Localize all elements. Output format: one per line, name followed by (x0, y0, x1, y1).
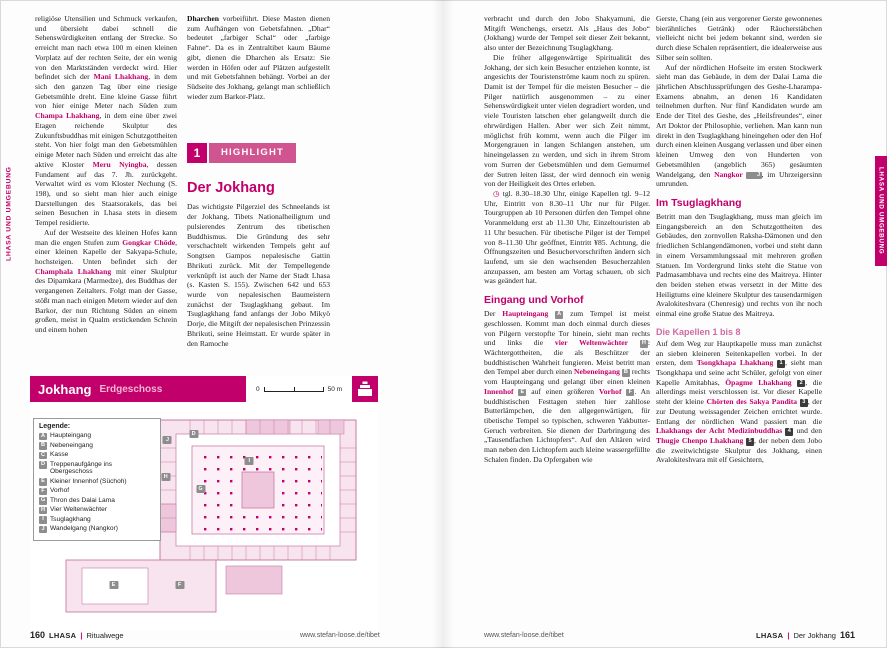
left-col2-intro (187, 14, 330, 101)
subheading-eingang-vorhof: Eingang und Vorhof (484, 294, 584, 307)
map-letter-badge: B (623, 369, 628, 376)
temple-icon (352, 376, 378, 402)
legend-marker: G (40, 497, 46, 504)
right-column-2 (656, 14, 822, 628)
left-col2-body (187, 202, 330, 348)
legend-label: Kleiner Innenhof (Süchoh) (50, 477, 127, 485)
footer-page-number-right: 161 (839, 630, 855, 640)
right-col2-top (656, 14, 822, 189)
scale-line (264, 387, 324, 392)
footer-section-left: Ritualwege (86, 631, 124, 640)
map-marker: F (175, 581, 184, 589)
map-number-badge: 3 (800, 399, 808, 407)
right-column-1 (484, 14, 650, 628)
legend-item (39, 432, 155, 440)
clock-icon: ◷ (493, 188, 500, 198)
map-subtitle: Erdgeschoss (99, 383, 163, 395)
legend-marker: F (39, 488, 47, 496)
map-title: Jokhang (38, 381, 92, 397)
legend-item (39, 442, 155, 450)
map-marker: G (196, 485, 205, 493)
footer-url-left: www.stefan-loose.de/tibet (300, 632, 380, 639)
map-header (30, 376, 378, 402)
paragraph: verbracht und durch den Jobo Shakyamuni, die Mitgift Wenchengs, ersetzt. Als „Haus des Jobo“ (Jokhang) wurde der Tempel seit dieser Zeit bekannt, also unter der Bezeichnung Tsuglagkhang. (484, 14, 650, 53)
right-col1-top (484, 14, 650, 286)
footer-url-right: www.stefan-loose.de/tibet (484, 632, 564, 639)
map-letter-badge: E (518, 389, 526, 397)
legend-item (39, 478, 155, 486)
legend-marker: H (40, 506, 46, 513)
map-number-badge: 5 (746, 438, 754, 446)
paragraph: Gerste, Chang (ein aus vergorener Gerste gewonnenes bierähnliches Getränk) oder Räucherstäbchen vielleicht nicht bei jedem bekannt sind, werden sie durch diese Schalen repräsentiert, die idealerweise aus Silber sein sollten. (656, 14, 822, 62)
legend-marker: D (40, 461, 46, 467)
legend-marker: I (39, 516, 47, 524)
map-marker: I (245, 457, 254, 465)
legend-label: Treppenaufgänge ins Obergeschoss (50, 460, 113, 476)
map-number-badge: 2 (797, 380, 805, 388)
footer-page-number-left: 160 (30, 630, 46, 640)
legend-label: Kasse (50, 451, 69, 458)
footer-section-right: Der Jokhang (793, 631, 836, 640)
legend-item (39, 506, 155, 514)
map-marker: J (163, 436, 172, 444)
paragraph: Betritt man den Tsuglagkhang, muss man gleich im Eingangsbereich an den Schutzgottheiten des Gebäudes, den zornvollen Raksha-Dämonen und den friedlichen Schlangendämonen, vorbei und steht dann in einem Versammlungssaal mit mehreren großen Statuen. Im Vordergrund links steht die Statue von Padmasambhava und rechts eine des Maitreya. Hinter den beiden stehen etwas versetzt in der Mitte des Heiligtums eine kleinere Skulptur des tausendarmigen Avalokiteshvara (Chenresig) und rechts von ihr noch einmal eine große Statue des Maitreya. (656, 211, 822, 319)
map-body (30, 402, 378, 630)
section-heading-jokhang: Der Jokhang (187, 180, 275, 197)
legend-item (39, 451, 155, 459)
legend-item (39, 461, 155, 477)
paragraph: Auf dem Weg zur Hauptkapelle muss man zunächst an sieben kleineren Seitenkapellen vorbei. In der ersten, dem Tsongkhapa Lhakhang 1 , sieht man Tsongkhapa und seine acht Schüler, gefolgt von einer Kapelle Amitabhas, Öpagme Lhakhang 2 , die allerdings meist verschlossen ist. Vor dieser Kapelle steht der kleine Chörten des Sakya Pandita 3 , der zur Deutung weissagender Zeichen errichtet wurde. Entlang der nördlichen Wand passiert man die Lhakhangs der Acht Medizinbuddhas 4 und den Thugje Chenpo Lhakhang 5 , der neben dem Jobo die zweitwichtigste Skulptur des Jokhang, einen Avalokiteshvara mit elf Gesichtern, (656, 338, 822, 465)
left-column-2 (187, 14, 330, 372)
legend-label: Wandelgang (Nangkor) (50, 525, 118, 533)
footer-separator-left: | (80, 631, 83, 640)
page-gutter (432, 0, 454, 648)
legend-marker: C (40, 451, 46, 458)
map-letter-badge: J (746, 172, 761, 180)
footer-separator-right: | (787, 631, 790, 640)
legend-item (39, 525, 155, 533)
map-title-band (30, 376, 246, 402)
legend-marker: E (39, 478, 47, 486)
paragraph: Das wichtigste Pilgerziel des Schneelands ist der Jokhang, Tibets Nationalheiligtum und pulsierendes Zentrum des tibetischen Buddhismus. Die Gründung des sehr verschachtelt wirkenden Tempels geht auf Songtsen Gampos nepalesische Gattin Bhrikuti zurück. Mit der Tempellegende verknüpft ist auch der Name der Stadt Lhasa (s. Kasten S. 155). Zwischen 642 und 653 wurde von nepalesischen Baumeistern zunächst der Tsuglagkhang gebaut. Im Tsuglagkhang fand anfangs der Jobo Mikyö Dorje, die Mitgift der nepalesischen Prinzessin Bhrikuti, seine Heimstatt. Er wurde später in den Ramoche (187, 202, 330, 348)
map-scale-bar (246, 376, 352, 402)
legend-label: Vier Weltenwächter (50, 506, 107, 514)
right-col1-bottom (484, 309, 650, 465)
legend-items (39, 432, 155, 533)
map-number-badge: 4 (785, 428, 793, 436)
legend-label: Tsuglagkhang (50, 515, 91, 523)
scale-start-label: 0 (255, 385, 260, 393)
right-col2-mid (656, 212, 822, 319)
paragraph: Auf der Westseite des kleinen Hofes kann man die engen Stufen zum Gongkar Chöde, einer kleinen Kapelle der Sakyapa-Schule, hochsteigen. Unten befindet sich der Champhala Lhakhang mit einer Skulptur des Dipamkara (Marmedze), des Buddhas der vergangenen Zeitalters. Folgt man der Gasse, stößt man nach einigen Metern wieder auf den Barkor, der nun Richtung Süden an einem großen, meist in Qualm erstickenden Schrein und einem hohen (35, 227, 177, 334)
scale-end-label: 50 m (327, 385, 343, 393)
map-letter-badge: F (626, 389, 634, 397)
legend-item (39, 516, 155, 524)
footer-right (756, 630, 855, 640)
paragraph: Auf der nördlichen Hofseite im ersten Stockwerk sieht man das Gebäude, in dem der Dalai Lama die jährlichen Abschlussprüfungen des Geshe-Lharampa-Examens abnahm, an denen 16 Kandidaten teilnehmen durften. Nur fünf Kandidaten wurde am Ende der Titel des Geshe, des „Heilsfreundes“, einer Art Doktor der Philosophie, verliehen. Man kann nun direkt in den Tsuglagkhang hineingehen oder den Hof durch einen kleinen Ausgang verlassen und über einen kleinen Umweg den von Hunderten von Gebetsmühlen (angeblich 365) gesäumten Wandelgang, den Nangkor J , im Uhrzeigersinn umrunden. (656, 62, 822, 189)
highlight-number: 1 (187, 143, 207, 163)
highlight-badge (187, 143, 296, 163)
footer-chapter-right: LHASA (755, 631, 784, 640)
paragraph: Der Haupteingang A zum Tempel ist meist geschlossen. Kommt man doch einmal durch dieses von Pilgern verstopfte Tor hinein, sieht man rechts und links die vier Weltenwächter H : Wächtergottheiten, die als Beschützer der buddhistischen Wahrheit fungieren. Meist betritt man den Tempel aber durch einen Nebeneingang B rechts vom Haupteingang und gelangt über einen kleinen Innenhof E auf einen größeren Vorhof F . An buddhistischen Festtagen stehen hier zahllose Butterlämpchen, die den allgegenwärtigen, für tibetische Tempel so typischen, schweren Yakbutter-Geruch verbreiten. Sie dienen der Darbringung des „Tausendfachen Lichtopfers“. Auf den Altären wird man neben den Lichtopfern auch kleine wassergefüllte Schalen finden. Da Opfergaben wie (484, 309, 650, 464)
paragraph: ◷ tgl. 8.30–18.30 Uhr, einige Kapellen tgl. 9–12 Uhr, Eintritt von 8.30–11 Uhr nur für Pilger. Tourgruppen ab 10 Personen dürfen den Tempel ohne Voranmeldung erst ab 11.30 Uhr, Einzeltouristen ab 11 Uhr besuchen. Für tibetische Pilger ist der Tempel von 8–11.30 Uhr geöffnet, Eintritt ¥85. Achtung, die Öffnungszeiten und Besuchervorschriften ändern sich laufend, um sie den wachsenden Besucherzahlen anzupassen, am besten am Vortag schauen, ob sich was geändert hat. (484, 188, 650, 286)
map-letter-badge: A (557, 311, 562, 318)
map-number-badge: 1 (777, 360, 785, 368)
legend-label: Vorhof (50, 487, 70, 495)
legend-marker: A (40, 432, 46, 439)
chapter-tab-right: LHASA UND UMGEBUNG (875, 156, 887, 266)
legend-item (39, 497, 155, 505)
legend-label: Nebeneingang (50, 441, 93, 449)
highlight-label: HIGHLIGHT (209, 143, 296, 163)
legend-marker: J (39, 526, 47, 534)
chapter-tab-left: LHASA UND UMGEBUNG (5, 166, 13, 262)
map-marker: E (109, 581, 118, 589)
paragraph: Die früher allgegenwärtige Spiritualität des Jokhang, der sich kein Besucher entziehen konnte, ist angesichts der Touristenströme kaum noch zu spüren. Damit ist der Tempel für die meisten Besucher – die Pilger natürlich ausgenommen – zu einer Sehenswürdigkeit unter vielen degradiert worden, und viele Touristen latschen eher gelangweilt durch die ehrwürdigen Hallen. Aber wer sich Zeit nimmt, möglichst früh kommt, wenn auch die Pilger im Morgengrauen in langen Schlangen anstehen, um hineingelassen zu werden, und sich in ihrem Strom vom Surren der Gebetsmühlen und dem Gemurmel der Sutren leiten lässt, der wird dennoch ein wenig von der Heiligkeit des Ortes erleben. (484, 52, 650, 189)
legend-title: Legende: (39, 423, 71, 430)
paragraph: Dharchen vorbeiführt. Diese Masten dienen zum Aufhängen von Gebetsfahnen. „Dhar“ bedeutet „farbiger Schal“ oder „farbige Fahne“. Da es in Zentraltibet kaum Bäume gibt, dienen die Dharchen als Ersatz: Sie werden in Höfen oder auf Plätzen aufgestellt und mit Gebetsfahnen behängt. Vorbei an der Südseite des Jokhang, gelangt man schließlich wieder zum Barkor-Platz. (187, 14, 330, 101)
legend-item (39, 487, 155, 495)
left-column-1 (35, 14, 177, 368)
map-letter-badge: H (641, 340, 646, 347)
footer-left (30, 630, 124, 640)
legend (33, 418, 161, 541)
map-marker: D (189, 430, 198, 438)
map-figure-jokhang (30, 376, 378, 630)
subheading-im-tsuglagkhang: Im Tsuglagkhang (656, 196, 742, 209)
paragraph: religiöse Utensilien und Schmuck verkaufen, und übersieht dabei schnell die Sehenswürdigkeiten entlang der Strecke. So erreicht man nach etwa 100 m einen kleinen Vorplatz auf der rechten Seite, der ein wenig von den Marktständen verdeckt wird. Hier befindet sich der Mani Lhakhang, in dem sich den ganzen Tag über eine riesige Gebetsmühle dreht. Eine kleine Gasse führt von hier einige Meter nach Süden zum Champa Lhakhang, in dem eine über zwei Etagen reichende Skulptur des Zukunftsbuddhas mit einigen Schutzgottheiten steht. Von hier folgt man den Gebetsmühlen einige Meter nach Süden und erreicht das alte aktive Kloster Meru Nyingba, dessen Fundament auf das 7. Jh. zurückgeht. Verwaltet wird es vom Kloster Nechung (S. 198), und so sieht man hier auch einige Darstellungen des Staatsorakels, das bei seinen Besuchen in Lhasa stets in diesem Tempel residierte. (35, 14, 177, 228)
map-marker: H (161, 473, 170, 481)
right-col2-bottom (656, 339, 822, 465)
footer-chapter-left: LHASA (49, 631, 77, 640)
legend-label: Haupteingang (50, 432, 92, 439)
subheading-kapellen: Die Kapellen 1 bis 8 (656, 326, 741, 337)
legend-marker: B (40, 442, 46, 448)
legend-label: Thron des Dalai Lama (50, 496, 115, 504)
